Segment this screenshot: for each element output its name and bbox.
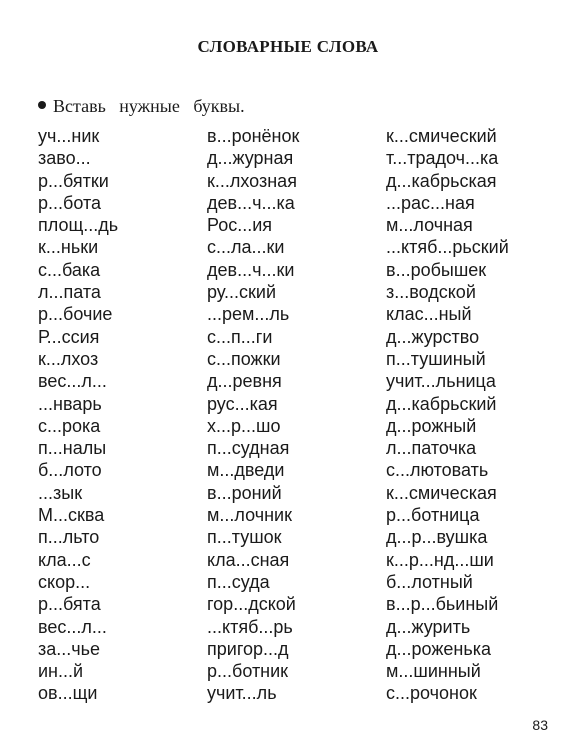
word-item: с...п...ги [207,326,273,347]
word-item: пригор...д [207,638,289,659]
word-item: в...робышек [386,259,487,280]
word-item: Рос...ия [207,215,273,236]
word-item: с...рока [38,415,101,436]
word-item: м...лочник [207,505,292,526]
word-column-2 [207,125,299,705]
bullet-icon [38,101,46,109]
word-item: р...бятки [38,170,109,191]
word-item: дев...ч...ка [207,192,295,213]
word-item: с...бака [38,259,101,280]
word-item: д...кабрьский [386,393,497,414]
word-item: М...сква [38,505,105,526]
word-item: к...смический [386,126,497,146]
word-item: р...бята [38,594,101,615]
word-item: л...пата [38,282,101,303]
word-item: р...бочие [38,304,113,325]
word-item: вес...л... [38,616,107,637]
word-item: п...тушиный [386,348,486,369]
word-item: площ...дь [38,215,119,236]
word-item: д...рожный [386,415,477,436]
word-item: вес...л... [38,371,107,392]
word-item: п...судная [207,438,290,459]
word-item: учит...ль [207,683,277,704]
word-column-1 [38,125,118,705]
word-item: в...ронёнок [207,126,300,146]
word-item: ин...й [38,661,84,682]
word-item: т...традоч...ка [386,148,499,169]
word-item: р...ботник [207,661,289,682]
word-item: Р...ссия [38,326,100,347]
word-item: р...ботница [386,505,480,526]
word-item: п...суда [207,571,270,592]
word-item: л...паточка [386,438,477,459]
word-item: д...р...вушка [386,527,488,548]
word-item: п...льто [38,527,100,548]
word-item: д...роженька [386,638,491,659]
page-number: 83 [532,717,548,733]
word-item: с...лютовать [386,460,489,481]
word-item: д...ревня [207,371,282,392]
word-item: з...водской [386,282,476,303]
word-item: ов...щи [38,683,98,704]
word-item: ...рас...ная [386,192,475,213]
word-item: д...журить [386,616,471,637]
word-item: учит...льница [386,371,496,392]
instruction [38,96,245,117]
word-item: к...лхозная [207,170,297,191]
word-item: ...нварь [38,393,102,414]
word-item: п...налы [38,438,107,459]
word-item: уч...ник [38,126,100,146]
word-item: ру...ский [207,282,276,303]
word-item: ...зык [38,482,83,503]
word-item: заво... [38,148,91,169]
word-item: б...лото [38,460,102,481]
word-item: к...лхоз [38,348,99,369]
word-item: с...пожки [207,348,281,369]
word-item: д...журство [386,326,480,347]
word-item: м...лочная [386,215,473,236]
word-item: рус...кая [207,393,278,414]
word-item: дев...ч...ки [207,259,295,280]
word-item: р...бота [38,192,101,213]
word-item: гор...дской [207,594,296,615]
word-item: кла...сная [207,549,290,570]
word-item: ...ктяб...рь [207,616,293,637]
word-item: в...роний [207,482,282,503]
word-column-3 [386,125,509,705]
word-item: д...кабрьская [386,170,497,191]
word-item: к...р...нд...ши [386,549,494,570]
page-title: СЛОВАРНЫЕ СЛОВА [197,37,379,56]
word-item: к...ньки [38,237,99,258]
word-item: м...шинный [386,661,481,682]
word-item: кла...с [38,549,91,570]
word-item: за...чье [38,638,101,659]
word-item: в...р...бьиный [386,594,499,615]
word-item: с...ла...ки [207,237,285,258]
word-item: скор... [38,571,91,592]
word-item: м...дведи [207,460,285,481]
instruction-text: Вставь нужные буквы. [53,96,245,116]
word-item: клас...ный [386,304,472,325]
word-item: к...смическая [386,482,497,503]
word-item: б...лотный [386,571,473,592]
word-item: д...журная [207,148,294,169]
word-item: ...ктяб...рьский [386,237,509,258]
word-item: п...тушок [207,527,282,548]
word-item: с...рочонок [386,683,477,704]
word-item: ...рем...ль [207,304,290,325]
word-item: х...р...шо [207,415,281,436]
